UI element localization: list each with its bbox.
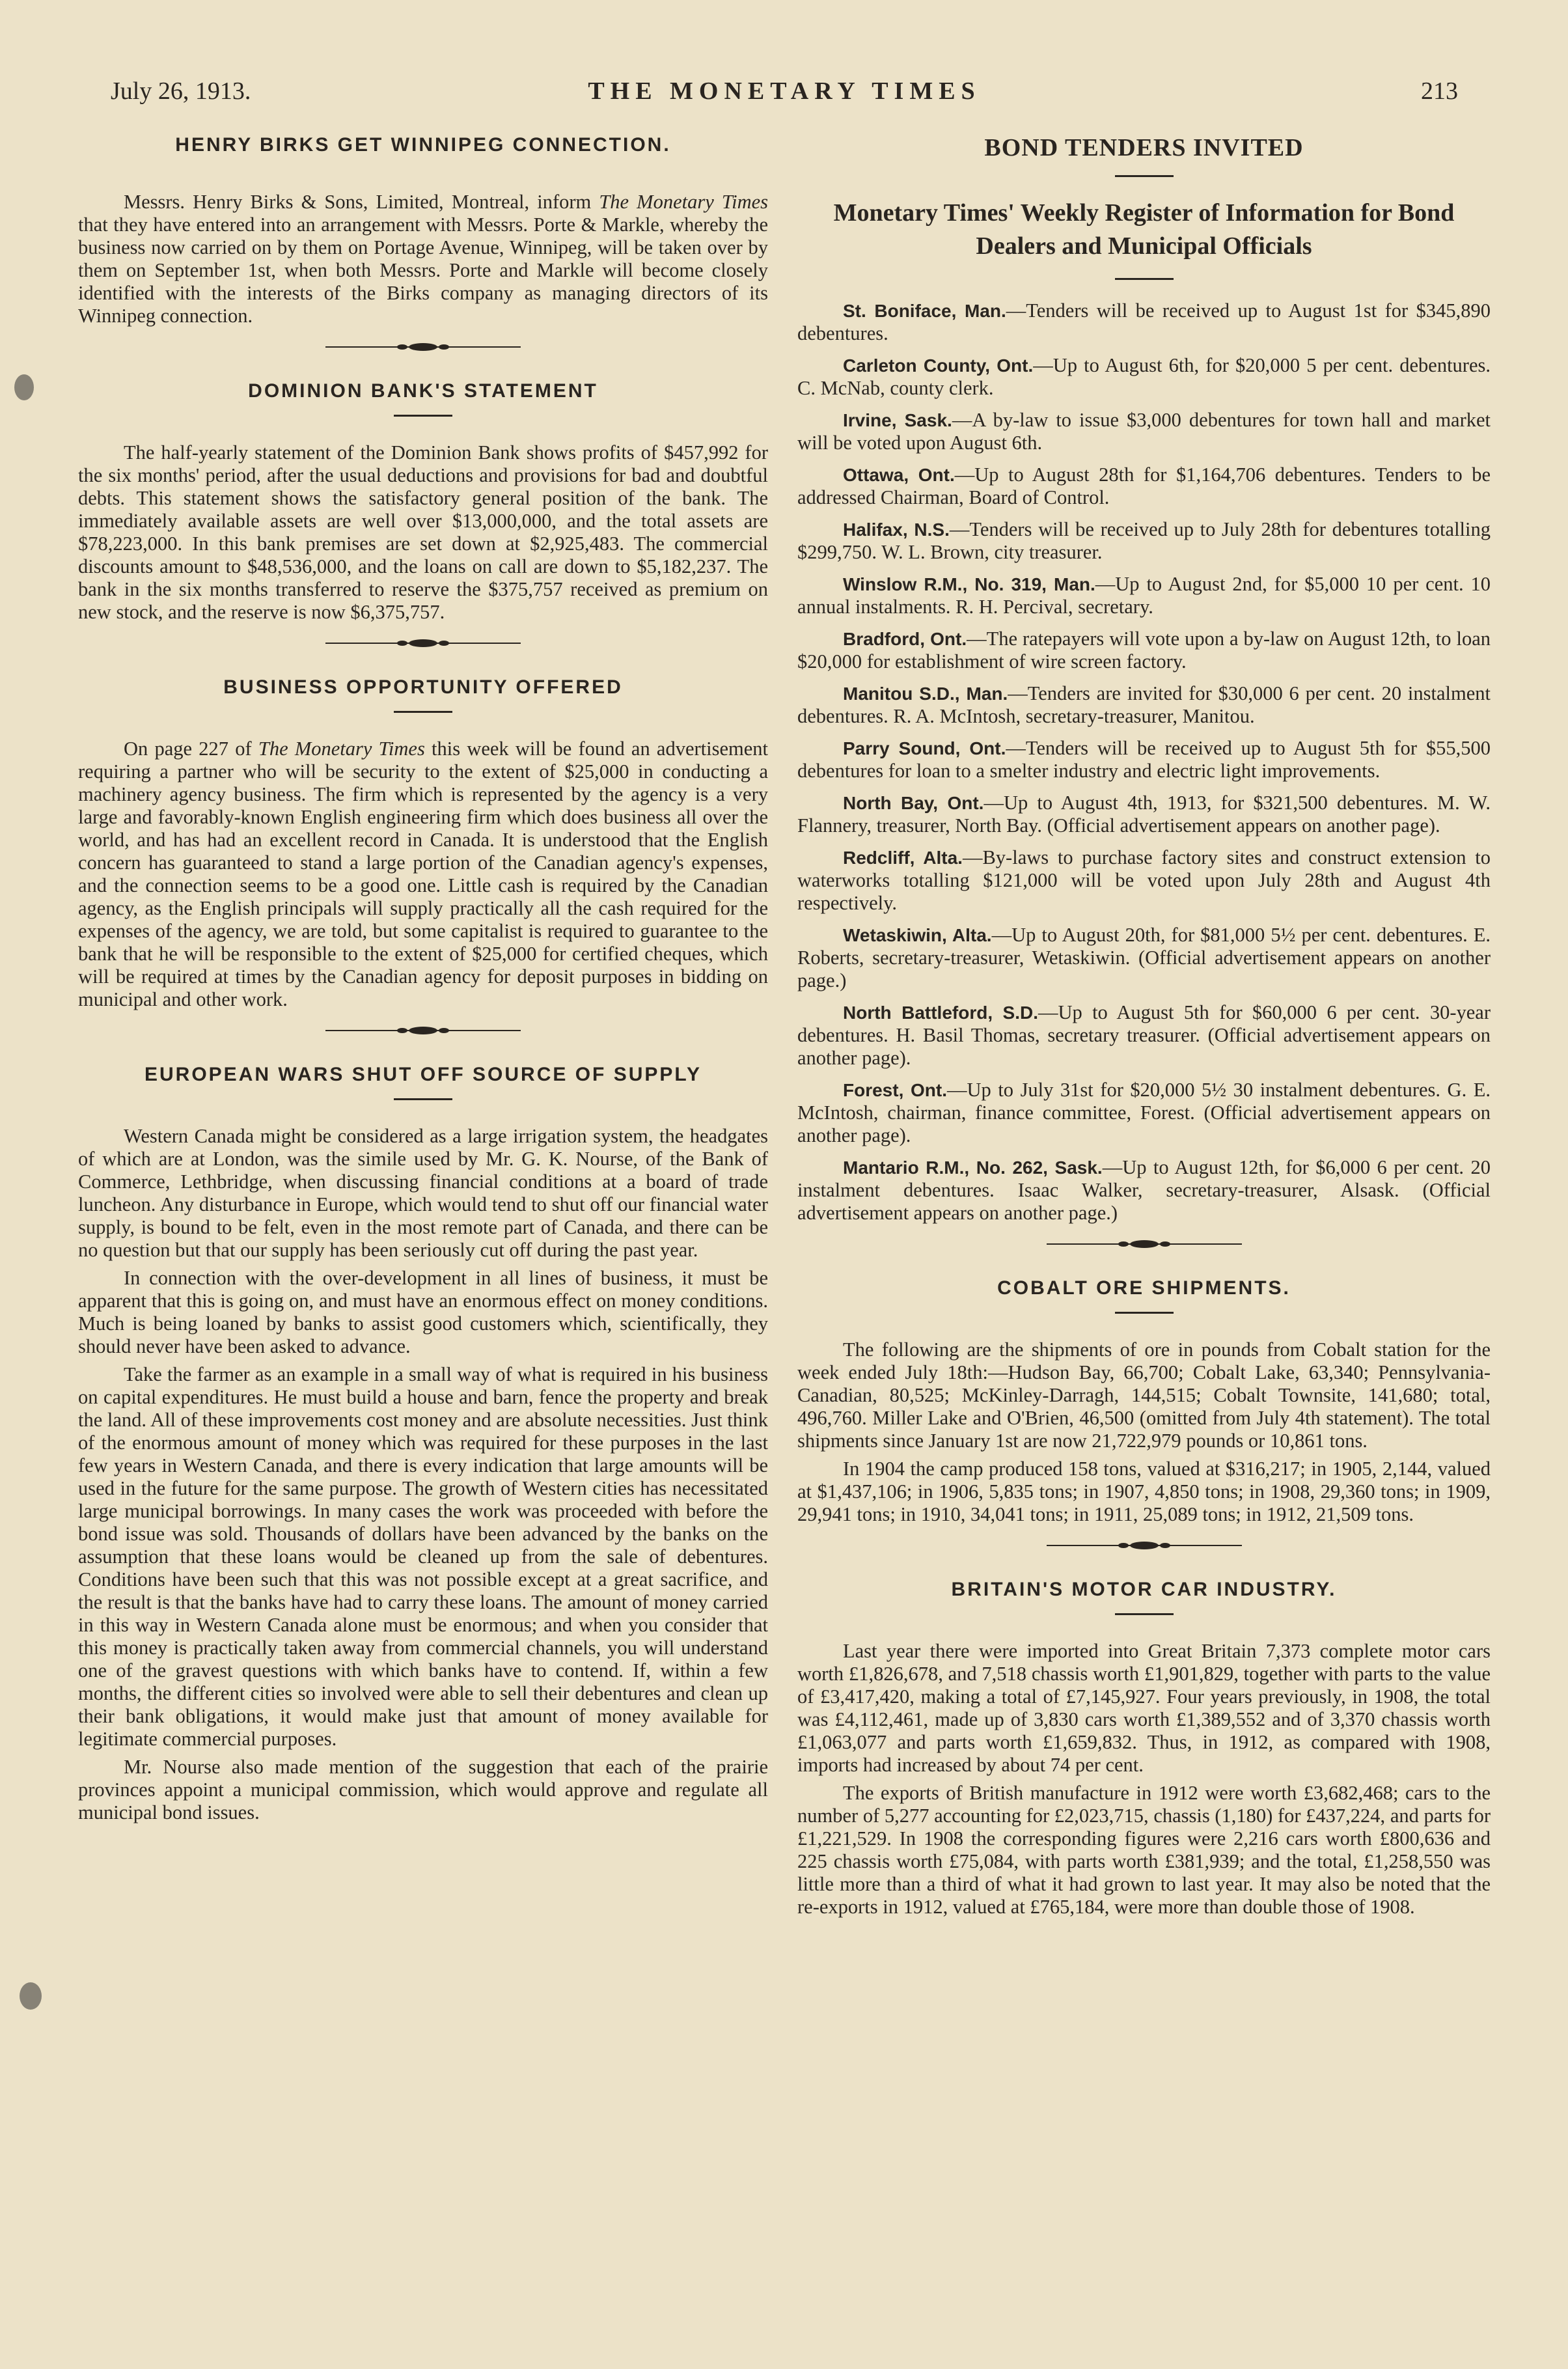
bond-entry	[797, 518, 1491, 564]
bond-entry	[797, 1001, 1491, 1070]
bond-entry	[797, 1079, 1491, 1147]
section-heading: BOND TENDERS INVITED	[984, 134, 1304, 161]
article-heading: HENRY BIRKS GET WINNIPEG CONNECTION.	[175, 134, 671, 156]
bond-entry-place: Forest, Ont.	[843, 1079, 948, 1100]
ornament-divider	[325, 1025, 521, 1036]
bond-entry-text: —Up to August 4th, 1913, for $321,500 debentures. M. W. Flannery, treasurer, North Bay. (Official advertisement appears on another page).	[797, 791, 1491, 837]
bond-entry	[797, 1156, 1491, 1225]
bond-entry-place: Irvine, Sask.	[843, 409, 952, 430]
bond-entry	[797, 628, 1491, 673]
left-column	[78, 133, 768, 1829]
page-header	[111, 77, 1458, 116]
bond-entry-text: —By-laws to purchase factory sites and construct extension to waterworks totalling $121,000 will be voted upon July 28th and August 4th respectively.	[797, 846, 1491, 914]
bond-entry	[797, 354, 1491, 400]
bond-entry-text: —Up to August 5th for $60,000 6 per cent. 30-year debentures. H. Basil Thomas, secretary treasurer. (Official advertisement appears on another page).	[797, 1001, 1491, 1069]
bond-entry-place: St. Boniface, Man.	[843, 300, 1006, 321]
bond-entry	[797, 846, 1491, 915]
article-britain-motor-car	[797, 1578, 1491, 1919]
ornament-divider	[1047, 1540, 1242, 1551]
article-european-wars	[78, 1063, 768, 1824]
bond-entry-place: Winslow R.M., No. 319, Man.	[843, 574, 1095, 594]
bond-entry-place: Bradford, Ont.	[843, 628, 967, 649]
article-business-opportunity	[78, 676, 768, 1011]
article-heading: EUROPEAN WARS SHUT OFF SOURCE OF SUPPLY	[144, 1064, 702, 1085]
bond-entry-text: —Up to July 31st for $20,000 5½ 30 instalment debentures. G. E. McIntosh, chairman, finance committee, Forest. (Official advertisement appears on another page).	[797, 1078, 1491, 1146]
bond-entry-place: Parry Sound, Ont.	[843, 738, 1006, 758]
bond-entry-text: —A by-law to issue $3,000 debentures for town hall and market will be voted upon August 6th.	[797, 408, 1491, 454]
article-paragraph: Last year there were imported into Great Britain 7,373 complete motor cars worth £1,826,678, and 7,518 chassis worth £1,901,829, together with parts to the value of £3,417,420, making a total of £7,145,927. Four years previously, in 1908, the total was £4,112,461, made up of 3,830 cars worth £1,389,552 and of 3,370 chassis worth £1,063,077 and parts worth £1,659,832. Thus, in 1912, as compared with 1908, imports had increased by about 74 per cent.	[797, 1639, 1491, 1776]
bond-entry-place: Wetaskiwin, Alta.	[843, 924, 992, 945]
bond-entry-place: North Battleford, S.D.	[843, 1002, 1038, 1023]
right-column	[797, 133, 1491, 1924]
bond-entry-text: —Tenders will be received up to August 5th for $55,500 debentures for loan to a smelter industry and electric light improvements.	[797, 736, 1491, 782]
heading-rule	[394, 711, 452, 713]
heading-rule	[1115, 278, 1174, 280]
heading-rule	[1115, 1613, 1174, 1615]
article-paragraph: The exports of British manufacture in 1912 were worth £3,682,468; cars to the number of 5,277 accounting for £2,023,715, chassis (1,180) for £437,224, and parts for £1,221,529. In 1908 the corresponding figures were 2,216 cars worth £800,636 and 225 chassis worth £75,084, with parts worth £381,939; and the total, £1,258,550 was little more than a third of what it had grown to last year. It may also be noted that the re-exports in 1912, valued at £765,184, were more than double those of 1908.	[797, 1781, 1491, 1918]
article-heading: BRITAIN'S MOTOR CAR INDUSTRY.	[951, 1578, 1337, 1600]
page-blemish	[14, 374, 34, 400]
bond-entry-text: —Up to August 2nd, for $5,000 10 per cent. 10 annual instalments. R. H. Percival, secretary.	[797, 572, 1491, 618]
bond-entry-text: —Up to August 20th, for $81,000 5½ per cent. debentures. E. Roberts, secretary-treasurer, Wetaskiwin. (Official advertisement appears on another page.)	[797, 923, 1491, 991]
register-subheading: Monetary Times' Weekly Register of Information for Bond Dealers and Municipal Officials	[833, 199, 1455, 260]
bond-entry-text: —Up to August 12th, for $6,000 6 per cent. 20 instalment debentures. Isaac Walker, secretary-treasurer, Alsask. (Official advertisement appears on another page.)	[797, 1156, 1491, 1224]
bond-entry	[797, 792, 1491, 837]
bond-entry-text: —Tenders are invited for $30,000 6 per cent. 20 instalment debentures. R. A. McIntosh, secretary-treasurer, Manitou.	[797, 682, 1491, 727]
article-cobalt-ore	[797, 1277, 1491, 1526]
article-heading: COBALT ORE SHIPMENTS.	[997, 1277, 1291, 1299]
bond-entry-place: North Bay, Ont.	[843, 792, 984, 813]
bond-entry-text: —Up to August 6th, for $20,000 5 per cent. debentures. C. McNab, county clerk.	[797, 353, 1491, 399]
bond-entry-place: Mantario R.M., No. 262, Sask.	[843, 1157, 1103, 1178]
ornament-divider	[325, 342, 521, 352]
article-paragraph: Western Canada might be considered as a large irrigation system, the headgates of which are at London, was the simile used by Mr. G. K. Nourse, of the Bank of Commerce, Lethbridge, when discussing financial conditions at a board of trade luncheon. Any disturbance in Europe, which would tend to shut off our financial water supply, is bound to be felt, even in the most remote part of Canada, and there can be no question but that our supply has been seriously cut off during the past year.	[78, 1125, 768, 1261]
article-paragraph: On page 227 of The Monetary Times this week will be found an advertisement requiring a partner who will be security to the extent of $25,000 in conducting a machinery agency business. The firm which is represented by the agency is a very large and favorably-known English engineering firm which does business all over the world, and has had an excellent record in Canada. It is understood that the English concern has guaranteed to stand a large portion of the Canadian agency's expenses, and the connection seems to be a good one. Little cash is required by the Canadian agency, as the English principals will supply practically all the cash required for the expenses of the agency, we are told, but some capitalist is required to guarantee to the bank that he will be responsible to the extent of $25,000 for certified cheques, which will be required at times by the Canadian agency for deposit purposes in bidding on municipal and other work.	[78, 738, 769, 1010]
bond-entry-place: Redcliff, Alta.	[843, 847, 963, 868]
article-birks	[78, 133, 768, 327]
bond-entry	[797, 682, 1491, 728]
bond-tenders-section	[797, 133, 1491, 1225]
heading-rule	[1115, 1312, 1174, 1314]
ornament-divider	[325, 638, 521, 648]
bond-entry-place: Manitou S.D., Man.	[843, 683, 1008, 704]
bond-entry	[797, 464, 1491, 509]
bond-entry-text: —Tenders will be received up to July 28th for debentures totalling $299,750. W. L. Brown, city treasurer.	[797, 518, 1491, 563]
article-heading: DOMINION BANK'S STATEMENT	[248, 380, 598, 402]
article-paragraph: In 1904 the camp produced 158 tons, valued at $316,217; in 1905, 2,144, valued at $1,437,106; in 1906, 5,835 tons; in 1907, 4,850 tons; in 1908, 29,360 tons; in 1909, 29,941 tons; in 1910, 34,041 tons; in 1911, 25,089 tons; in 1912, 21,509 tons.	[797, 1457, 1491, 1525]
bond-entry	[797, 924, 1491, 992]
article-paragraph: In connection with the over-development in all lines of business, it must be apparent that this is going on, and must have an enormous effect on money conditions. Much is being loaned by banks to assist good customers which, scientifically, they should never have been asked to advance.	[78, 1267, 768, 1357]
page-number: 213	[1421, 77, 1458, 105]
bond-entry-text: —Tenders will be received up to August 1st for $345,890 debentures.	[797, 299, 1491, 344]
bond-entry	[797, 409, 1491, 454]
article-dominion-bank	[78, 380, 768, 624]
bond-entry-text: —Up to August 28th for $1,164,706 debentures. Tenders to be addressed Chairman, Board of Control.	[797, 463, 1491, 508]
article-paragraph: The following are the shipments of ore in pounds from Cobalt station for the week ended July 18th:—Hudson Bay, 66,700; Cobalt Lake, 63,340; Pennsylvania-Canadian, 80,525; McKinley-Darragh, 144,515; Cobalt Townsite, 141,680; total, 496,760. Miller Lake and O'Brien, 46,500 (omitted from July 4th statement). The total shipments since January 1st are now 21,722,979 pounds or 10,861 tons.	[797, 1338, 1491, 1452]
bond-entry-place: Carleton County, Ont.	[843, 355, 1034, 376]
issue-date: July 26, 1913.	[111, 77, 251, 105]
article-heading: BUSINESS OPPORTUNITY OFFERED	[223, 676, 623, 698]
article-paragraph: Mr. Nourse also made mention of the suggestion that each of the prairie provinces appoint a municipal commission, which would approve and regulate all municipal bond issues.	[78, 1756, 768, 1823]
page-blemish	[20, 1982, 42, 2010]
bond-entry-place: Ottawa, Ont.	[843, 464, 955, 485]
bond-entry	[797, 737, 1491, 783]
article-paragraph: Messrs. Henry Birks & Sons, Limited, Montreal, inform The Monetary Times that they have entered into an arrangement with Messrs. Porte & Markle, whereby the business now carried on by them on Portage Avenue, Winnipeg, will be taken over by them on September 1st, when both Messrs. Porte and Markle will become closely identified with the interests of the Birks company as managing directors of its Winnipeg connection.	[78, 191, 769, 327]
article-paragraph: Take the farmer as an example in a small way of what is required in his business on capital expenditures. He must build a house and barn, fence the property and break the land. All of these improvements cost money and are absolute necessities. Just think of the enormous amount of money which was required for these purposes in the last few years in Western Canada, and there is every indication that large amounts will be used in the future for the same purpose. The growth of Western cities has necessitated large municipal borrowings. In many cases the work was proceeded with before the bond issue was sold. Thousands of dollars have been advanced by the banks on the assumption that these loans would be cleaned up from the sale of debentures. Conditions have been such that this was not possible except at a great sacrifice, and the result is that the banks have had to carry these loans. The amount of money carried in this way in Western Canada alone must be enormous; and when you consider that this money is practically taken away from commercial channels, you will understand one of the gravest questions with which banks have to contend. If, within a few months, the different cities so involved were able to sell their debentures and clean up their bank obligations, it would make just that amount of money available for legitimate commercial purposes.	[78, 1363, 768, 1750]
bond-entry	[797, 299, 1491, 345]
bond-entry	[797, 573, 1491, 618]
bond-entry-place: Halifax, N.S.	[843, 519, 950, 540]
article-paragraph: The half-yearly statement of the Dominion Bank shows profits of $457,992 for the six months' period, after the usual deductions and provisions for bad and doubtful debts. This statement shows the satisfactory general position of the bank. The immediately available assets are well over $13,000,000, and the total assets are $78,223,000. In this bank premises are set down at $2,925,483. The commercial discounts amount to $48,536,000, and the loans on call are down to $5,182,237. The bank in the six months transferred to reserve the $375,757 received as premium on new stock, and the reserve is now $6,375,757.	[78, 441, 768, 623]
heading-rule	[1115, 175, 1174, 177]
heading-rule	[394, 415, 452, 417]
ornament-divider	[1047, 1239, 1242, 1249]
heading-rule	[394, 1098, 452, 1100]
bond-entry-text: —The ratepayers will vote upon a by-law on August 12th, to loan $20,000 for establishment of wire screen factory.	[797, 627, 1491, 672]
bond-entries-list	[797, 299, 1491, 1225]
masthead: THE MONETARY TIMES	[588, 77, 981, 105]
